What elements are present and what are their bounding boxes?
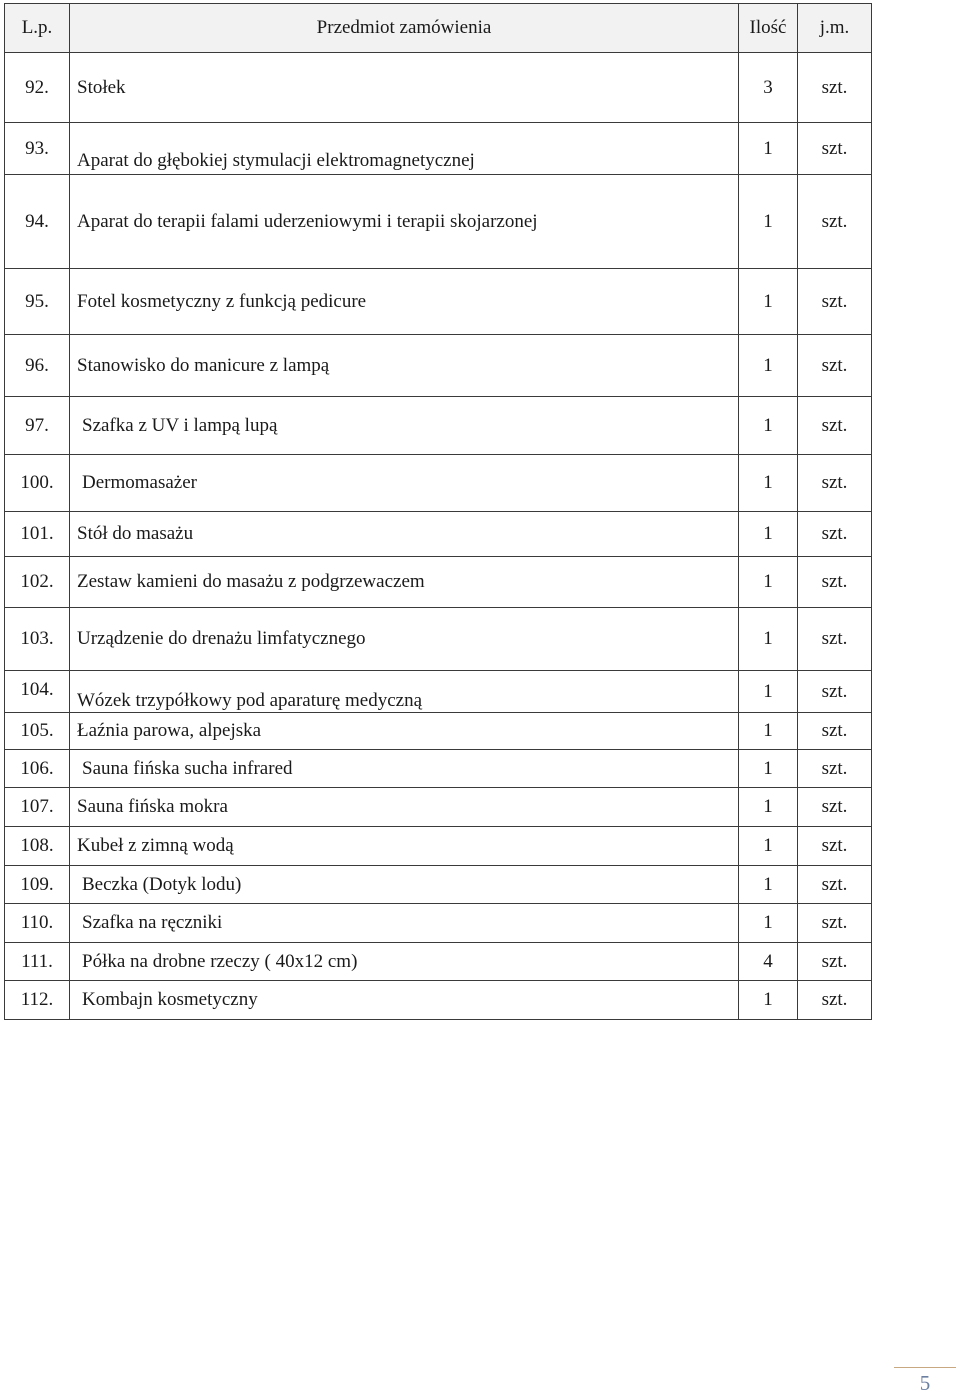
row-lp: 100. xyxy=(5,455,70,512)
table-row xyxy=(5,943,872,981)
row-item: Dermomasażer xyxy=(70,455,739,512)
row-quantity: 1 xyxy=(739,713,798,750)
table-row xyxy=(5,269,872,335)
row-lp: 112. xyxy=(5,981,70,1020)
row-quantity: 1 xyxy=(739,175,798,269)
row-unit: szt. xyxy=(798,608,872,671)
row-quantity: 1 xyxy=(739,904,798,943)
row-unit: szt. xyxy=(798,123,872,175)
row-lp: 108. xyxy=(5,827,70,866)
row-quantity: 1 xyxy=(739,750,798,788)
row-quantity: 1 xyxy=(739,455,798,512)
row-lp: 101. xyxy=(5,512,70,557)
row-item: Szafka na ręczniki xyxy=(70,904,739,943)
table-row xyxy=(5,335,872,397)
row-quantity: 1 xyxy=(739,788,798,827)
row-quantity: 1 xyxy=(739,827,798,866)
row-lp: 111. xyxy=(5,943,70,981)
row-lp: 103. xyxy=(5,608,70,671)
row-unit: szt. xyxy=(798,827,872,866)
table-row xyxy=(5,750,872,788)
row-unit: szt. xyxy=(798,512,872,557)
row-unit: szt. xyxy=(798,713,872,750)
row-lp: 104. xyxy=(5,671,70,713)
row-item: Kombajn kosmetyczny xyxy=(70,981,739,1020)
row-item: Półka na drobne rzeczy ( 40x12 cm) xyxy=(70,943,739,981)
row-quantity: 4 xyxy=(739,943,798,981)
order-items-table xyxy=(4,3,872,1020)
row-lp: 97. xyxy=(5,397,70,455)
row-item: Aparat do głębokiej stymulacji elektromagnetycznej xyxy=(70,123,739,175)
row-unit: szt. xyxy=(798,981,872,1020)
row-lp: 93. xyxy=(5,123,70,175)
row-quantity: 1 xyxy=(739,981,798,1020)
row-unit: szt. xyxy=(798,671,872,713)
row-lp: 94. xyxy=(5,175,70,269)
table-header-row xyxy=(5,4,872,53)
table-row xyxy=(5,175,872,269)
table-row xyxy=(5,512,872,557)
row-unit: szt. xyxy=(798,269,872,335)
row-lp: 106. xyxy=(5,750,70,788)
row-item: Szafka z UV i lampą lupą xyxy=(70,397,739,455)
row-quantity: 1 xyxy=(739,123,798,175)
row-item: Stół do masażu xyxy=(70,512,739,557)
row-unit: szt. xyxy=(798,866,872,904)
row-item: Zestaw kamieni do masażu z podgrzewaczem xyxy=(70,557,739,608)
page-number: 5 xyxy=(894,1367,956,1396)
row-lp: 95. xyxy=(5,269,70,335)
table-row xyxy=(5,123,872,175)
table-row xyxy=(5,866,872,904)
row-quantity: 1 xyxy=(739,608,798,671)
table-row xyxy=(5,608,872,671)
row-item: Stanowisko do manicure z lampą xyxy=(70,335,739,397)
row-item: Aparat do terapii falami uderzeniowymi i terapii skojarzonej xyxy=(70,175,739,269)
row-item: Stołek xyxy=(70,53,739,123)
row-lp: 107. xyxy=(5,788,70,827)
row-unit: szt. xyxy=(798,788,872,827)
row-lp: 110. xyxy=(5,904,70,943)
table-row xyxy=(5,827,872,866)
row-unit: szt. xyxy=(798,175,872,269)
row-quantity: 1 xyxy=(739,335,798,397)
row-lp: 102. xyxy=(5,557,70,608)
table-row xyxy=(5,981,872,1020)
row-lp: 92. xyxy=(5,53,70,123)
table-row xyxy=(5,671,872,713)
header-lp: L.p. xyxy=(5,4,70,53)
row-unit: szt. xyxy=(798,53,872,123)
row-item: Beczka (Dotyk lodu) xyxy=(70,866,739,904)
row-lp: 109. xyxy=(5,866,70,904)
row-unit: szt. xyxy=(798,397,872,455)
row-quantity: 1 xyxy=(739,269,798,335)
table-row xyxy=(5,713,872,750)
row-unit: szt. xyxy=(798,557,872,608)
table-row xyxy=(5,557,872,608)
table-row xyxy=(5,53,872,123)
row-unit: szt. xyxy=(798,750,872,788)
row-item: Urządzenie do drenażu limfatycznego xyxy=(70,608,739,671)
row-item: Fotel kosmetyczny z funkcją pedicure xyxy=(70,269,739,335)
row-unit: szt. xyxy=(798,335,872,397)
row-quantity: 1 xyxy=(739,397,798,455)
table-row xyxy=(5,455,872,512)
row-item: Łaźnia parowa, alpejska xyxy=(70,713,739,750)
row-lp: 96. xyxy=(5,335,70,397)
row-quantity: 1 xyxy=(739,671,798,713)
row-item: Kubeł z zimną wodą xyxy=(70,827,739,866)
row-quantity: 1 xyxy=(739,866,798,904)
header-quantity: Ilość xyxy=(739,4,798,53)
row-unit: szt. xyxy=(798,904,872,943)
table-row xyxy=(5,788,872,827)
row-unit: szt. xyxy=(798,943,872,981)
row-lp: 105. xyxy=(5,713,70,750)
row-quantity: 1 xyxy=(739,512,798,557)
header-unit: j.m. xyxy=(798,4,872,53)
row-quantity: 1 xyxy=(739,557,798,608)
row-item: Sauna fińska sucha infrared xyxy=(70,750,739,788)
row-item: Wózek trzypółkowy pod aparaturę medyczną xyxy=(70,671,739,713)
row-quantity: 3 xyxy=(739,53,798,123)
row-unit: szt. xyxy=(798,455,872,512)
table-row xyxy=(5,904,872,943)
table-row xyxy=(5,397,872,455)
header-item: Przedmiot zamówienia xyxy=(70,4,739,53)
row-item: Sauna fińska mokra xyxy=(70,788,739,827)
